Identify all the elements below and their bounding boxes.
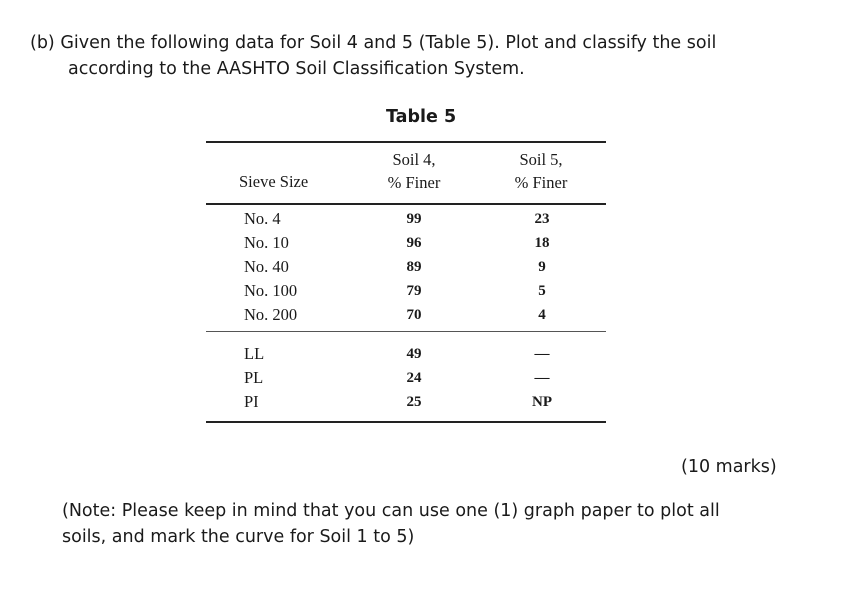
section-rule — [206, 331, 606, 332]
limits-label-column — [244, 342, 354, 414]
table-cell: LL — [244, 344, 265, 363]
table-cell: No. 40 — [244, 257, 289, 276]
table-cell: 4 — [538, 307, 546, 323]
table-cell: 23 — [534, 211, 550, 227]
table-title: Table 5 — [386, 107, 457, 127]
table-cell: — — [534, 370, 550, 386]
table-cell: No. 10 — [244, 233, 289, 252]
table-bottom-rule — [206, 421, 606, 423]
question-line-2: according to the AASHTO Soil Classification System. — [68, 59, 525, 79]
table-cell: 79 — [406, 283, 422, 299]
table-cell: 49 — [406, 346, 422, 362]
table-cell: No. 200 — [244, 305, 298, 324]
header-soil-5 — [499, 148, 583, 194]
table-cell: PL — [244, 368, 264, 387]
sieve-size-column — [244, 207, 354, 327]
note-line-2: soils, and mark the curve for Soil 1 to 5) — [62, 527, 415, 547]
table-cell: 99 — [406, 211, 422, 227]
header-soil-4-line-2: % Finer — [387, 173, 441, 192]
table-cell: 96 — [406, 235, 422, 251]
question-text — [30, 30, 820, 82]
table-cell: — — [534, 346, 550, 362]
header-bottom-rule — [206, 203, 606, 205]
table-cell: No. 100 — [244, 281, 298, 300]
soil-5-limits-column — [512, 342, 572, 414]
question-line-1: (b) Given the following data for Soil 4 and 5 (Table 5). Plot and classify the soil — [30, 33, 717, 53]
table-cell: 89 — [406, 259, 422, 275]
soil-4-sieve-column — [384, 207, 444, 327]
table-top-rule — [206, 141, 606, 143]
header-soil-5-line-2: % Finer — [514, 173, 568, 192]
header-sieve-size: Sieve Size — [239, 172, 309, 191]
soil-5-sieve-column — [512, 207, 572, 327]
note-line-1: (Note: Please keep in mind that you can use one (1) graph paper to plot all — [62, 501, 720, 521]
soil-4-limits-column — [384, 342, 444, 414]
table-cell: 25 — [406, 394, 422, 410]
marks-label: (10 marks) — [681, 457, 777, 477]
header-soil-5-line-1: Soil 5, — [519, 150, 563, 169]
table-cell: No. 4 — [244, 209, 281, 228]
table-cell: 9 — [538, 259, 546, 275]
header-soil-4 — [372, 148, 456, 194]
table-cell: 70 — [406, 307, 422, 323]
table-cell: PI — [244, 392, 259, 411]
note-text — [62, 498, 822, 550]
table-cell: NP — [532, 394, 552, 410]
table-cell: 5 — [538, 283, 546, 299]
header-soil-4-line-1: Soil 4, — [392, 150, 436, 169]
table-cell: 24 — [406, 370, 422, 386]
table-cell: 18 — [534, 235, 550, 251]
